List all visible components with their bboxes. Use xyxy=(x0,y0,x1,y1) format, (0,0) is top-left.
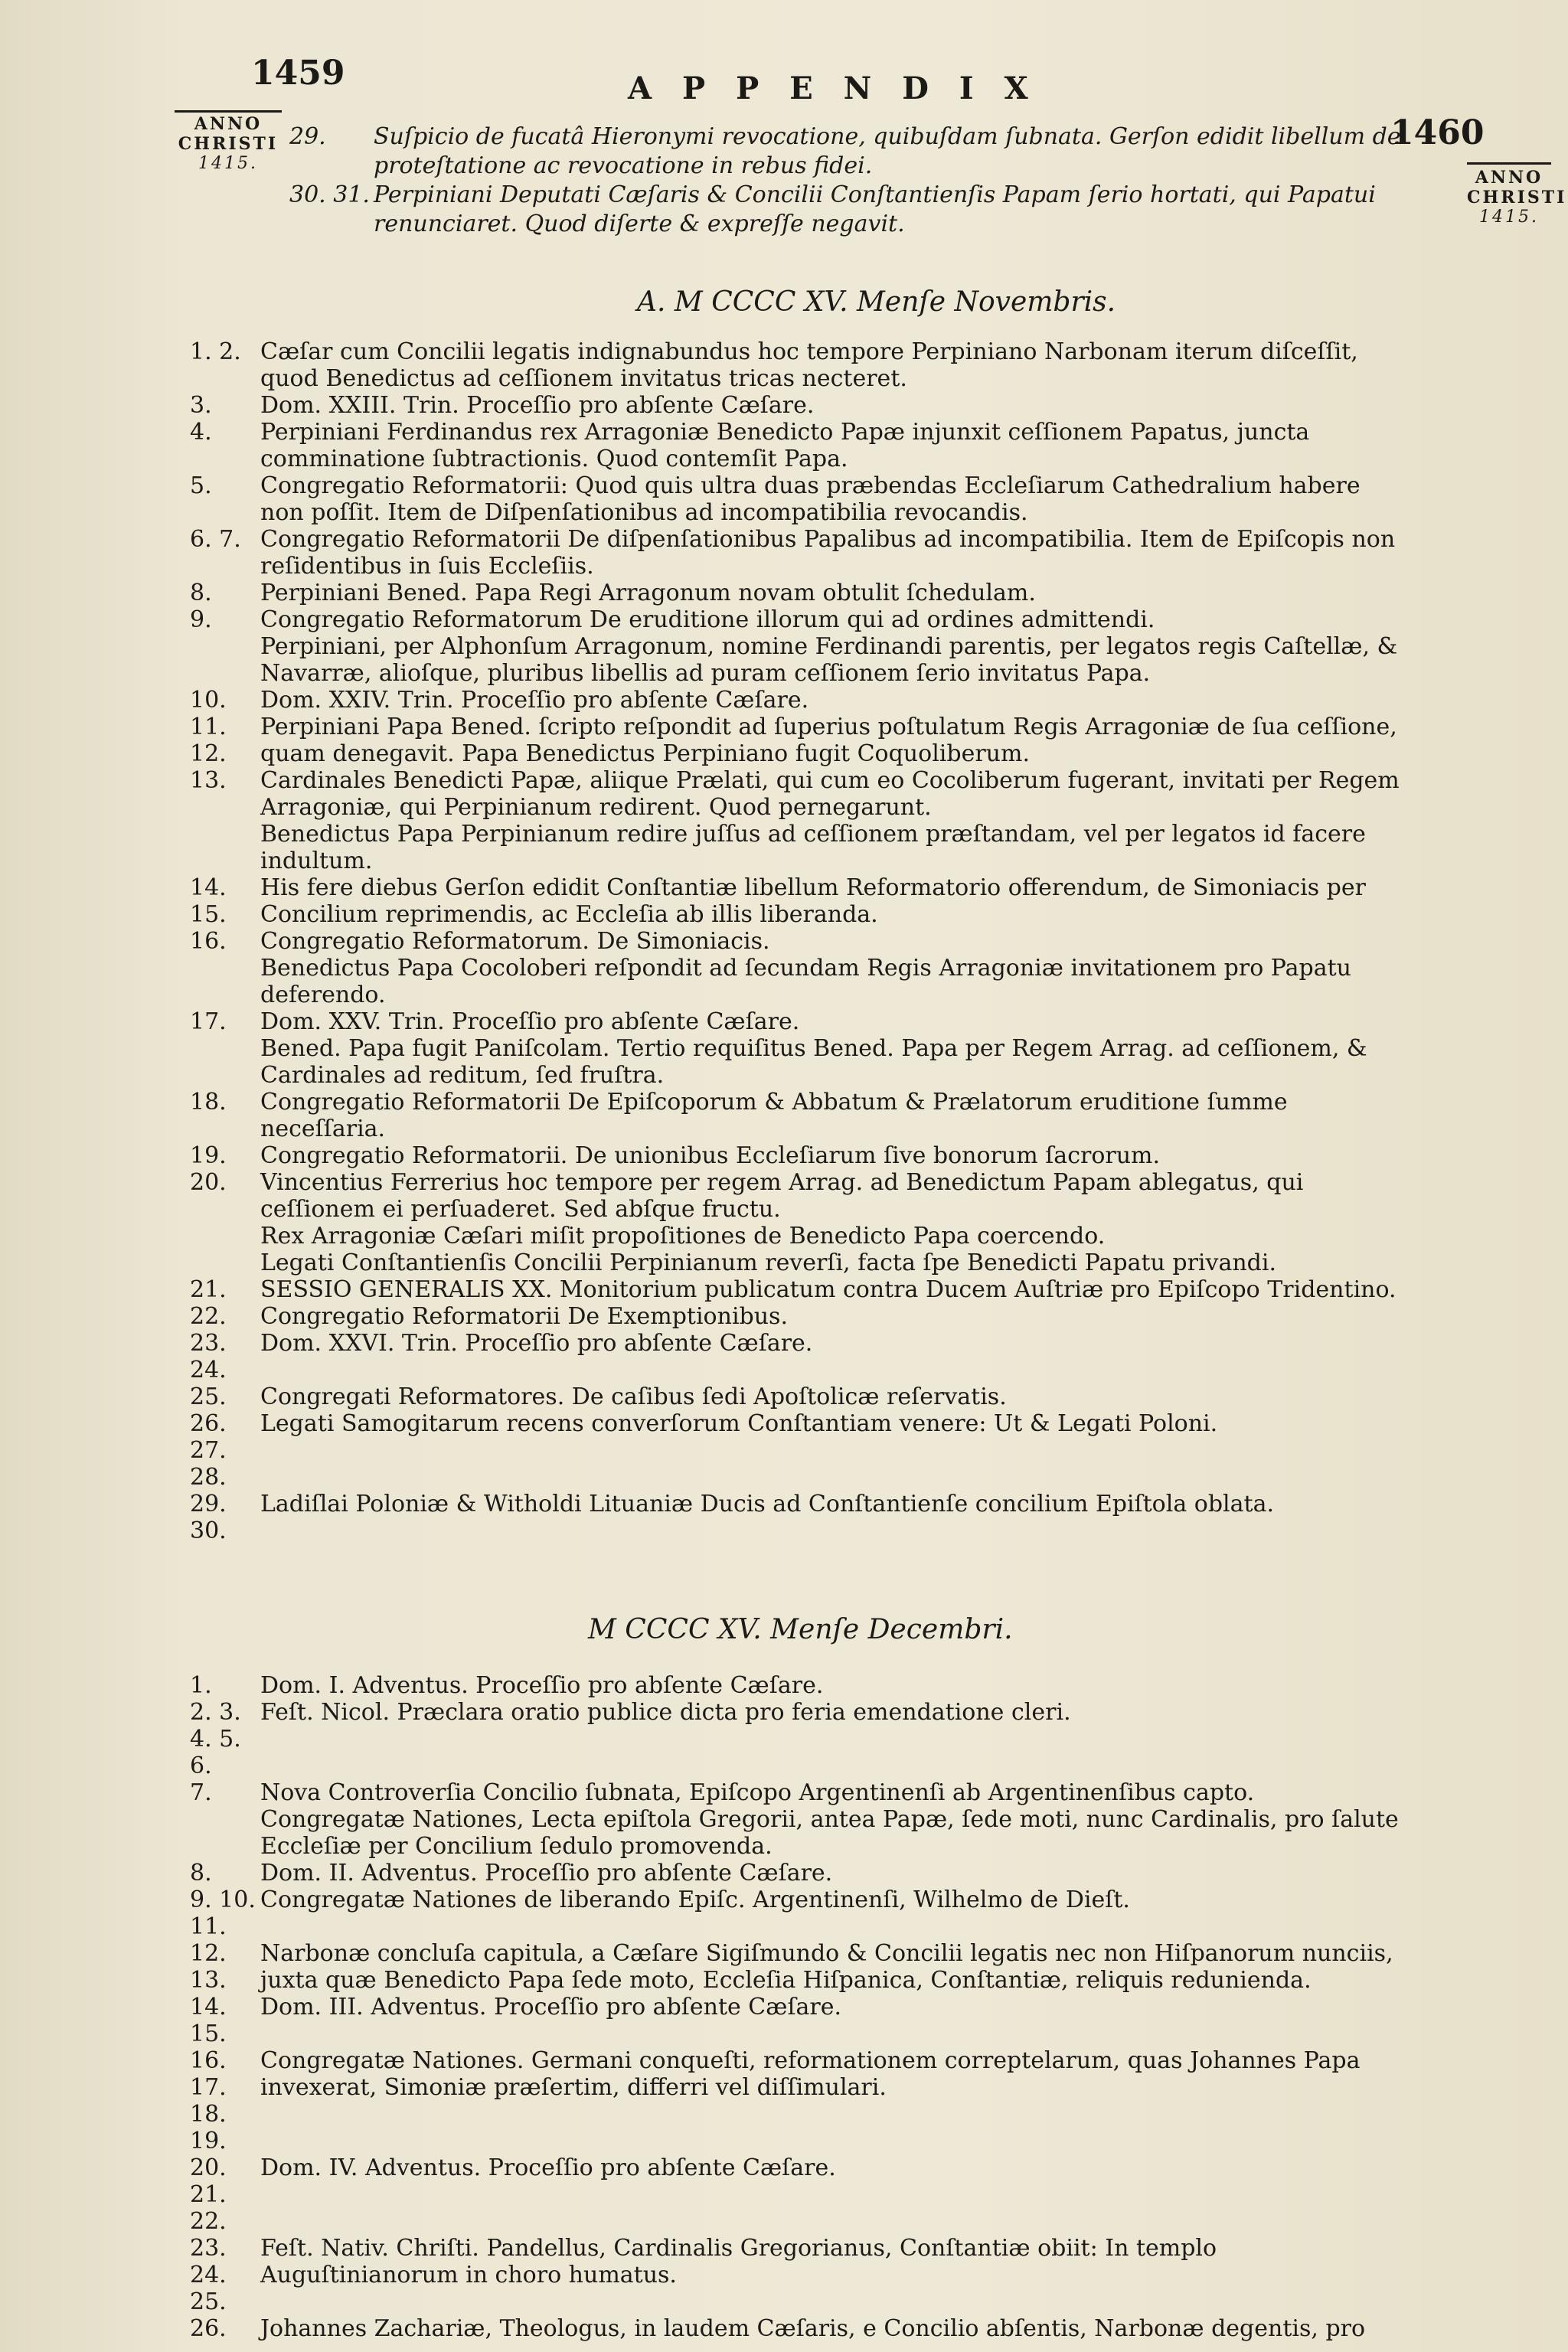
section-heading-december: M CCCC XV. Menſe Decembri. xyxy=(588,1614,1013,1645)
entry-number: 26. 27. 28. xyxy=(190,1410,227,1491)
entry xyxy=(190,1223,1400,1250)
margin-note-left xyxy=(175,110,282,174)
entry-text: Suſpicio de fucatâ Hieronymi revocatione, quibuſdam ſubnata. Gerſon edidit libellum de proteſtatione ac revocatione in rebus fidei. xyxy=(374,123,1401,179)
entry xyxy=(190,2154,1400,2235)
entry-text: Dom. IV. Adventus. Proceſſio pro abſente Cæſare. xyxy=(260,2154,836,2181)
entry-number: 12. 13. xyxy=(190,1940,227,1994)
entry-number xyxy=(190,1223,260,1250)
entry xyxy=(190,1250,1400,1276)
entry-number xyxy=(190,1035,260,1089)
entry xyxy=(190,606,1400,633)
margin-anno: ANNO xyxy=(1475,168,1544,188)
entry-text: Congregatio Reformatorum De eruditione illorum qui ad ordines admittendi. xyxy=(260,606,1155,633)
entry-number: 29. 30. xyxy=(190,1491,227,1544)
entry-number: 2. 3. 4. 5. 6. xyxy=(190,1699,241,1779)
entry-number: 23. 24. xyxy=(190,1330,227,1383)
entry-text: Johannes Zachariæ, Theologus, in laudem Cæſaris, e Concilio abſentis, Narbonæ degentis, pro xyxy=(260,2315,1366,2342)
entry xyxy=(190,1940,1400,1994)
entry-text: Vincentius Ferrerius hoc tempore per regem Arrag. ad Benedictum Papam ablegatus, qui ceſſionem ei perſuaderet. Sed abſque fructu. xyxy=(260,1169,1304,1223)
entry xyxy=(190,472,1400,526)
entry-number: 8. xyxy=(190,580,212,606)
entry-text: Narbonæ concluſa capitula, a Cæſare Sigiſmundo & Concilii legatis nec non Hiſpanorum nunciis, juxta quæ Benedicto Papa ſede moto, Eccleſia Hiſpanica, Conſtantiæ, reliquis reduniendа. xyxy=(260,1940,1393,1994)
entry-text: Dom. XXV. Trin. Proceſſio pro abſente Cæſare. xyxy=(260,1008,800,1035)
entry xyxy=(190,874,1400,928)
entry xyxy=(190,2047,1400,2154)
entry xyxy=(190,1994,1400,2047)
entry-text: Dom. II. Adventus. Proceſſio pro abſente Cæſare. xyxy=(260,1860,833,1886)
entry-text: Benedictus Papa Cocoloberi reſpondit ad ſecundam Regis Arragoniæ invitationem pro Papatu deferendo. xyxy=(260,955,1351,1008)
entry-number: 26. xyxy=(190,2315,227,2342)
entry-number: 1. 2. xyxy=(190,338,241,365)
entry-text: Congregatio Reformatorum. De Simoniacis. xyxy=(260,928,770,955)
entry-number: 13. xyxy=(190,767,227,794)
entry xyxy=(190,1410,1400,1491)
entry-text: Dom. XXVI. Trin. Proceſſio pro abſente Cæſare. xyxy=(260,1330,813,1357)
entry xyxy=(190,392,1400,419)
entry xyxy=(190,1303,1400,1330)
entry xyxy=(190,338,1400,392)
entry-number xyxy=(190,1250,260,1276)
page-number-left: 1459 xyxy=(251,54,345,93)
entry-text: Perpiniani Papa Bened. ſcripto reſpondit ad ſuperius poſtulatum Regis Arragoniæ de ſua ceſſione, quam denegavit. Papa Benedictus Perpiniano fugit Coquoliberum. xyxy=(260,714,1397,767)
entry xyxy=(190,419,1400,472)
entry-number: 17. xyxy=(190,1008,227,1035)
entry xyxy=(190,1330,1400,1383)
margin-year: 1415. xyxy=(1479,207,1539,227)
entry-number: 30. 31. xyxy=(289,181,370,208)
entry-text: Legati Conſtantienſis Concilii Perpinianum reverſi, facta ſpe Benedicti Papatu privandi. xyxy=(260,1250,1277,1276)
entry xyxy=(190,1008,1400,1035)
entry-text: Congregati Reformatores. De caſibus ſedi Apoſtolicæ reſervatis. xyxy=(260,1383,1007,1410)
entry-number: 6. 7. xyxy=(190,526,241,553)
entry xyxy=(190,580,1400,606)
entry-number: 19. xyxy=(190,1142,227,1169)
entry-number: 18. xyxy=(190,1089,227,1116)
entry-text: Cæſar cum Concilii legatis indignabundus hoc tempore Perpiniano Narbonam iterum diſceſſit, quod Benedictus ad ceſſionem invitatus tricas necteret. xyxy=(260,338,1358,392)
margin-note-right xyxy=(1467,162,1567,227)
margin-year: 1415. xyxy=(198,154,258,173)
entry-number xyxy=(190,955,260,1008)
entry xyxy=(190,633,1400,687)
entry-number: 9. 10. 11. xyxy=(190,1886,256,1940)
entry-text: Perpiniani Deputati Cæſaris & Concilii Conſtantienſis Papam ſerio hortati, qui Papatui renunciaret. Quod diſerte & expreſſe negavit. xyxy=(374,181,1376,237)
margin-christi: CHRISTI xyxy=(1467,188,1567,207)
entry xyxy=(190,687,1400,714)
entry-text: Congregatæ Nationes. Germani conqueſti, reformationem correptelarum, quas Johannes Papa invexerat, Simoniæ præſertim, differri vel diſſimulari. xyxy=(260,2047,1361,2101)
entry-text: Bened. Papa fugit Paniſcolam. Tertio requiſitus Bened. Papa per Regem Arrag. ad ceſſionem, & Cardinales ad reditum, ſed fruſtra. xyxy=(260,1035,1367,1089)
entry-text: Congregatio Reformatorii De diſpenſationibus Papalibus ad incompatibilia. Item de Epiſcopis non reſidentibus in ſuis Eccleſiis. xyxy=(260,526,1396,580)
entry xyxy=(190,1672,1400,1699)
entry-number: 7. xyxy=(190,1779,212,1806)
entry xyxy=(190,2315,1400,2342)
section-heading-november: A. M CCCC XV. Menſe Novembris. xyxy=(637,286,1116,318)
entry-number: 10. xyxy=(190,687,227,714)
entry-text: Cardinales Benedicti Papæ, aliique Prælati, qui cum eo Cocoliberum fugerant, invitati per Regem Arragoniæ, qui Perpinianum redirent. Quod pernegarunt. xyxy=(260,767,1400,821)
entry xyxy=(190,1779,1400,1806)
entry xyxy=(190,928,1400,955)
entry xyxy=(190,1491,1400,1544)
entry xyxy=(190,1383,1400,1410)
entry-text: Rex Arragoniæ Cæſari miſit propoſitiones de Benedicto Papa coercendo. xyxy=(260,1223,1106,1250)
entry-number: 14. 15. xyxy=(190,1994,227,2047)
summary-block xyxy=(289,122,1453,239)
entry-text: Benedictus Papa Perpinianum redire juſſus ad ceſſionem præſtandam, vel per legatos id facere indultum. xyxy=(260,821,1366,874)
entry xyxy=(190,1886,1400,1940)
entry xyxy=(190,821,1400,874)
entry xyxy=(190,1806,1400,1860)
entry-number: 16. xyxy=(190,928,227,955)
entry-number: 1. xyxy=(190,1672,212,1699)
entry-number: 8. xyxy=(190,1860,212,1886)
entry-text: His fere diebus Gerſon edidit Conſtantiæ libellum Reformatorio offerendum, de Simoniacis per Concilium reprimendis, ac Eccleſia ab illis liberanda. xyxy=(260,874,1366,928)
entry xyxy=(190,767,1400,821)
summary-entry xyxy=(289,181,1453,239)
entry-text: Legati Samogitarum recens converſorum Conſtantiam venere: Ut & Legati Poloni. xyxy=(260,1410,1218,1437)
entry-text: Perpiniani, per Alphonſum Arragonum, nomine Ferdinandi parentis, per legatos regis Caſtellæ, & Navarræ, alioſque, pluribus libellis ad puram ceſſionem ſerio invitatus Papa. xyxy=(260,633,1398,687)
entry-number: 3. xyxy=(190,392,212,419)
entry-text: Congregatæ Nationes de liberando Epiſc. Argentinenſi, Wilhelmo de Dieſt. xyxy=(260,1886,1130,1913)
entry-number: 5. xyxy=(190,472,212,499)
entry xyxy=(190,1699,1400,1779)
entry-text: Perpiniani Bened. Papa Regi Arragonum novam obtulit ſchedulam. xyxy=(260,580,1036,606)
entry-number: 21. xyxy=(190,1276,227,1303)
entry-text: SESSIO GENERALIS XX. Monitorium publicatum contra Ducem Auſtriæ pro Epiſcopo Tridentino. xyxy=(260,1276,1396,1303)
entry-number: 25. xyxy=(190,1383,227,1410)
entry-number: 14. 15. xyxy=(190,874,227,928)
entry-number: 29. xyxy=(289,123,326,150)
entry-text: Nova Controverſia Concilio ſubnata, Epiſcopo Argentinenſi ab Argentinenſibus capto. xyxy=(260,1779,1255,1806)
entry-text: Dom. XXIII. Trin. Proceſſio pro abſente Cæſare. xyxy=(260,392,815,419)
december-entries xyxy=(190,1672,1400,2342)
entry-number: 9. xyxy=(190,606,212,633)
entry-number xyxy=(190,633,260,687)
entry-number: 23. 24. 25. xyxy=(190,2235,227,2315)
entry-text: Feſt. Nativ. Chriſti. Pandellus, Cardinalis Gregorianus, Conſtantiæ obiit: In templo Auguſtinianorum in choro humatus. xyxy=(260,2235,1217,2288)
entry-text: Congregatio Reformatorii. De unionibus Eccleſiarum ſive bonorum ſacrorum. xyxy=(260,1142,1161,1169)
summary-entry xyxy=(289,122,1453,181)
page-number-right: 1460 xyxy=(1390,113,1485,152)
entry-text: Ladiſlai Poloniæ & Witholdi Lituaniæ Ducis ad Conſtantienſe concilium Epiſtola oblata. xyxy=(260,1491,1274,1517)
entry-number xyxy=(190,821,260,874)
entry-text: Perpiniani Ferdinandus rex Arragoniæ Benedicto Papæ injunxit ceſſionem Papatus, juncta comminatione ſubtractionis. Quod contemſit Papa. xyxy=(260,419,1310,472)
running-title: APPENDIX xyxy=(628,70,1059,106)
entry xyxy=(190,955,1400,1008)
entry xyxy=(190,1169,1400,1223)
entry xyxy=(190,714,1400,767)
entry-text: Dom. I. Adventus. Proceſſio pro abſente Cæſare. xyxy=(260,1672,824,1699)
entry-text: Feſt. Nicol. Præclara oratio publice dicta pro feria emendatione cleri. xyxy=(260,1699,1071,1726)
entry xyxy=(190,526,1400,580)
entry-text: Congregatio Reformatorii De Exemptionibus. xyxy=(260,1303,788,1330)
entry-number: 20. xyxy=(190,1169,227,1196)
entry-text: Congregatio Reformatorii: Quod quis ultra duas præbendas Eccleſiarum Cathedralium habere non poſſit. Item de Diſpenſationibus ad incompatibilia revocandis. xyxy=(260,472,1361,526)
november-entries xyxy=(190,338,1400,1544)
entry-text: Congregatæ Nationes, Lecta epiſtola Gregorii, antea Papæ, ſede moti, nunc Cardinalis, pro ſalute Eccleſiæ per Concilium ſedulo promovenda. xyxy=(260,1806,1399,1860)
entry xyxy=(190,1035,1400,1089)
entry xyxy=(190,1860,1400,1886)
entry xyxy=(190,1276,1400,1303)
entry-text: Congregatio Reformatorii De Epiſcoporum & Abbatum & Prælatorum eruditione ſumme neceſſaria. xyxy=(260,1089,1288,1142)
margin-christi: CHRISTI xyxy=(178,134,279,154)
entry xyxy=(190,1142,1400,1169)
entry-number: 11. 12. xyxy=(190,714,227,767)
entry-text: Dom. III. Adventus. Proceſſio pro abſente Cæſare. xyxy=(260,1994,842,2020)
entry xyxy=(190,1089,1400,1142)
entry-number: 4. xyxy=(190,419,212,446)
entry-number: 20. 21. 22. xyxy=(190,2154,227,2235)
entry-number: 16. 17. 18. 19. xyxy=(190,2047,227,2154)
entry xyxy=(190,2235,1400,2315)
entry-text: Dom. XXIV. Trin. Proceſſio pro abſente Cæſare. xyxy=(260,687,809,714)
entry-number: 22. xyxy=(190,1303,227,1330)
margin-anno: ANNO xyxy=(194,114,263,134)
entry-number xyxy=(190,1806,260,1860)
